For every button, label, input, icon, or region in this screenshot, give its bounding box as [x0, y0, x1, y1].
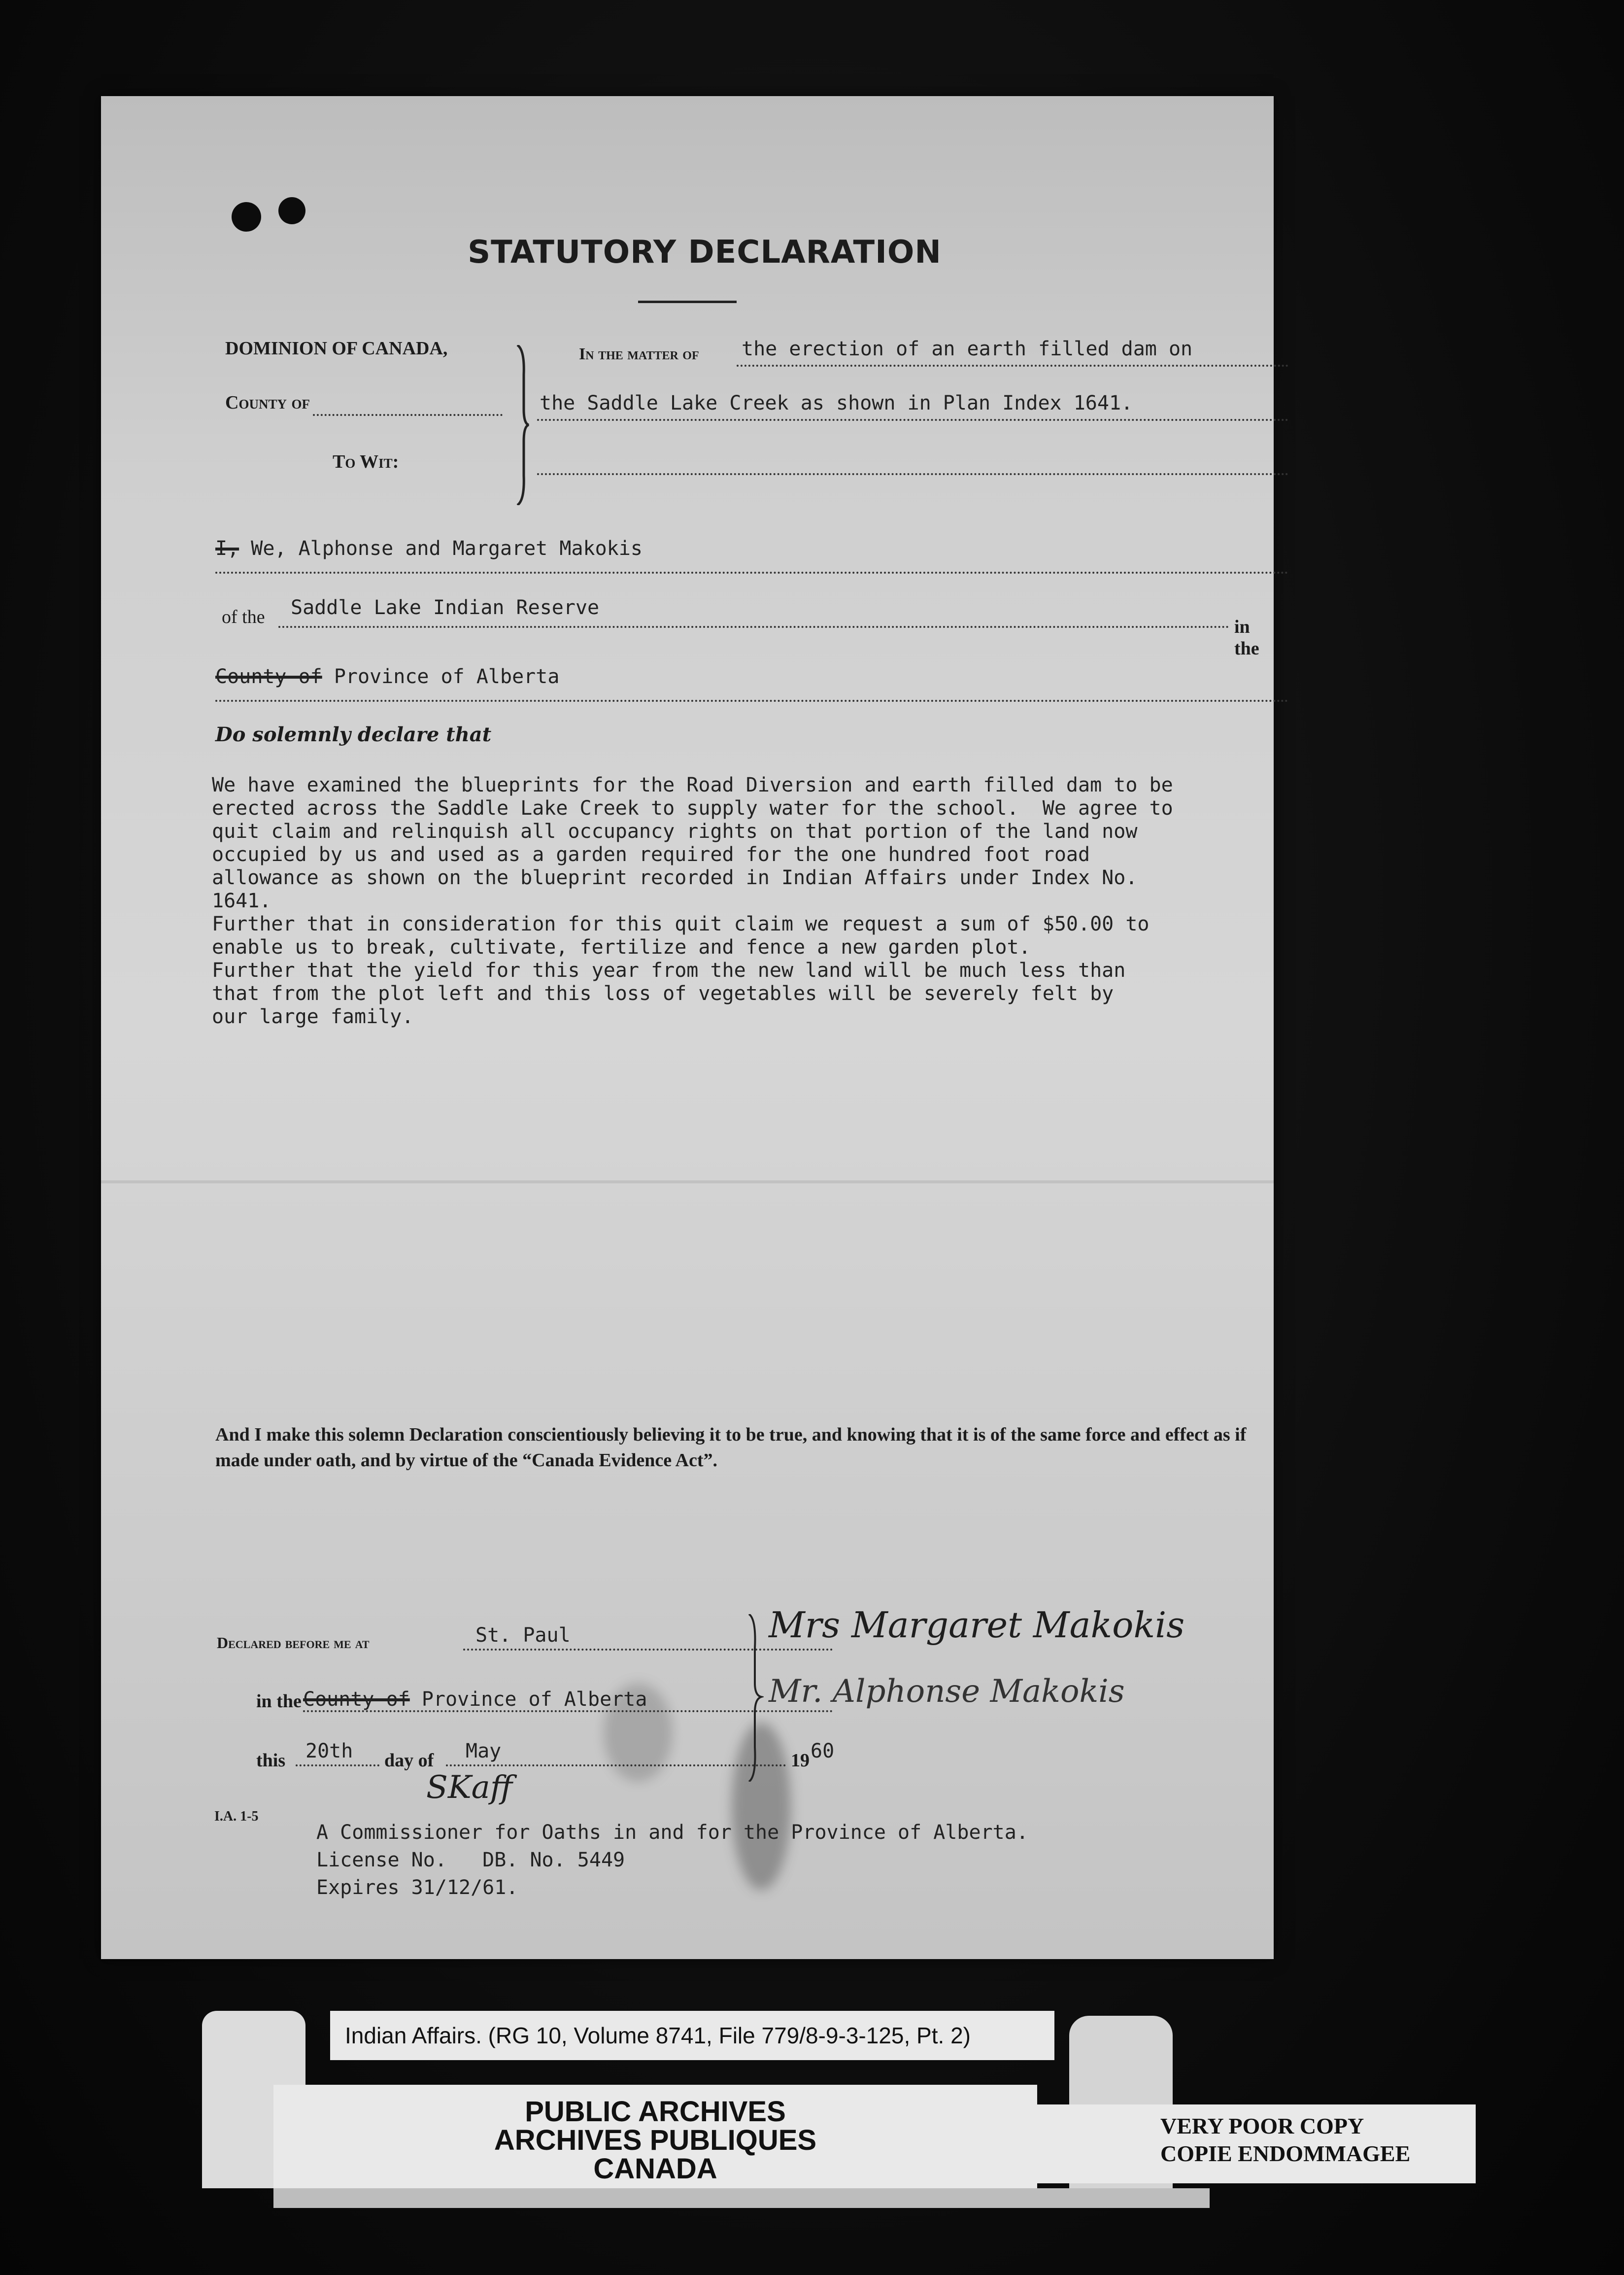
declaration-body: We have examined the blueprints for the Road Diversion and earth filled dam to be erected across the Saddle Lake Creek to supply water for the school. We agree to quit claim and relinquish all occupancy rights on that portion of the land now occupied by us and used as a garden required for the one hundred foot road allowance as shown on the blueprint recorded in Indian Affairs under Index No. 1641. Further that in consideration for this quit claim we request a sum of $50.00 to enable us to break, cultivate, fertilize and fence a new garden plot. Further that the yield for this year from the new land will be much less than that from the plot left and this loss of vegetables will be severely felt by our large family. — [212, 774, 1173, 1028]
day-of-label: day of — [384, 1750, 434, 1771]
title-rule — [638, 301, 737, 303]
to-wit-label: To Wit: — [333, 451, 399, 472]
dominion-label: DOMINION OF CANADA, — [225, 338, 448, 359]
brace-icon — [515, 345, 530, 505]
commissioner-block: A Commissioner for Oaths in and for the Province of Alberta. License No. DB. No. 5449 Expires 31/12/61. — [316, 1821, 1028, 1899]
declared-month: May — [466, 1740, 502, 1762]
public-archives-label — [273, 2085, 1037, 2188]
province-line — [215, 665, 559, 688]
matter-dotline-2 — [537, 419, 1288, 421]
declared-province: Province of Alberta — [421, 1688, 647, 1711]
poor-copy-label — [1032, 2104, 1476, 2183]
archives-country: CANADA — [593, 2153, 717, 2185]
declared-before-label: Declared before me at — [217, 1634, 370, 1652]
struck-county-2: County of — [303, 1688, 410, 1711]
poor-copy-fr: COPIE ENDOMMAGEE — [1160, 2141, 1411, 2166]
day-dotline — [296, 1764, 379, 1766]
paper-fold — [101, 1180, 1274, 1183]
matter-label: In the matter of — [579, 345, 699, 363]
matter-dotline-3 — [537, 473, 1288, 475]
matter-line-2: the Saddle Lake Creek as shown in Plan Index 1641. — [540, 392, 1133, 414]
declared-place: St. Paul — [475, 1624, 571, 1647]
signature-margaret: Mrs Margaret Makokis — [769, 1604, 1185, 1646]
punch-hole-icon — [232, 202, 261, 232]
of-the-label: of the — [222, 607, 265, 627]
matter-line-1: the erection of an earth filled dam on — [742, 338, 1193, 360]
province-name: Province of Alberta — [334, 665, 560, 688]
punch-hole-icon — [278, 197, 305, 224]
in-the-label: in the — [1234, 617, 1259, 659]
declaration-sheet — [101, 96, 1274, 1959]
label-base-strip — [273, 2188, 1210, 2208]
county-line — [313, 414, 503, 416]
year-prefix: 19 — [791, 1750, 810, 1771]
struck-county: County of — [215, 665, 322, 688]
declarant-names: We, Alphonse and Margaret Makokis — [239, 537, 643, 560]
place-dotline — [463, 1649, 833, 1651]
archive-reference-label: Indian Affairs. (RG 10, Volume 8741, File 779/8-9-3-125, Pt. 2) — [330, 2011, 1054, 2060]
archives-fr: ARCHIVES PUBLIQUES — [494, 2124, 817, 2156]
province-dotline — [215, 700, 1288, 702]
matter-dotline-1 — [737, 365, 1288, 367]
struck-pronoun: I, — [215, 537, 239, 560]
solemnly-declare-heading: Do solemnly declare that — [215, 723, 492, 746]
signature-alphonse: Mr. Alphonse Makokis — [769, 1673, 1125, 1710]
commissioner-initials: SKaff — [426, 1769, 513, 1806]
poor-copy-en: VERY POOR COPY — [1160, 2113, 1364, 2138]
declared-day: 20th — [305, 1740, 353, 1762]
ink-smudge — [604, 1683, 673, 1782]
solemn-declaration-statement: And I make this solemn Declaration conscientiously believing it to be true, and knowing that it is of the same force and effect as if made under oath, and by virtue of the “Canada Evidence Act”. — [215, 1424, 1247, 1471]
declarant-dotline — [215, 572, 1288, 574]
declared-year: 60 — [811, 1740, 835, 1762]
document-title: STATUTORY DECLARATION — [468, 234, 942, 271]
reserve-dotline — [278, 626, 1229, 628]
archives-en: PUBLIC ARCHIVES — [525, 2096, 786, 2128]
ink-smudge — [732, 1723, 791, 1890]
reserve-name: Saddle Lake Indian Reserve — [291, 596, 600, 619]
this-label: this — [256, 1750, 286, 1771]
declared-province-line — [303, 1688, 647, 1711]
county-label: County of — [225, 392, 310, 413]
in-the-label-2: in the — [256, 1691, 302, 1712]
form-number: I.A. 1-5 — [214, 1809, 259, 1824]
declarant-line — [215, 537, 643, 560]
